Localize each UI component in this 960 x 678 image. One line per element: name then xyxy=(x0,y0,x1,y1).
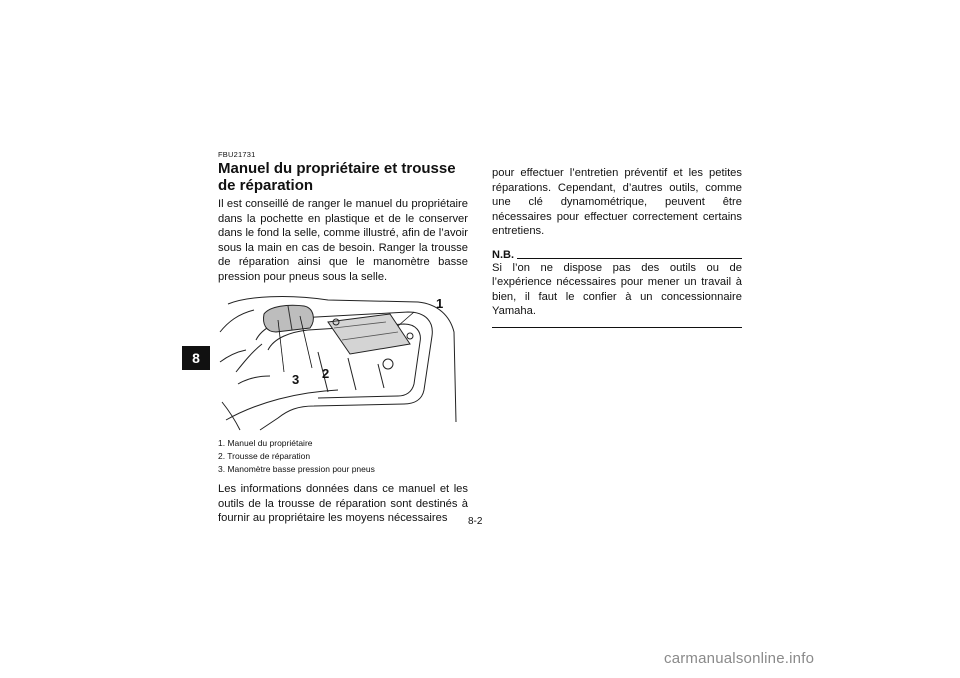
note-end-rule xyxy=(492,327,742,328)
section-heading: Manuel du propriétaire et trousse de réparation xyxy=(218,160,456,194)
tools-paragraph: Les informations données dans ce manuel et les outils de la trousse de réparation sont destinés à fournir au propriétaire les moyens nécessaires xyxy=(218,483,468,524)
callout-3: 3 xyxy=(292,372,300,387)
intro-paragraph: Il est conseillé de ranger le manuel du propriétaire dans la pochette en plastique et de le conserver dans le fond la selle, comme illustré, afin de l’avoir sous la main en cas de besoin. Ranger la trousse de réparation ainsi que le manomètre basse pression pour pneus sous la selle. xyxy=(218,198,468,283)
note-header xyxy=(492,249,742,261)
seat-storage-illustration xyxy=(218,292,464,432)
chapter-tab: 8 xyxy=(182,346,210,370)
caption-2: 2. Trousse de réparation xyxy=(218,451,311,461)
continued-paragraph: pour effectuer l’entretien préventif et les petites réparations. Cependant, d’autres outils, comme une clé dynamométrique, peuvent être nécessaires pour effectuer correctement certains entretiens. xyxy=(492,167,742,237)
callout-2: 2 xyxy=(322,366,330,381)
callout-1: 1 xyxy=(436,296,444,311)
watermark: carmanualsonline.info xyxy=(664,650,815,667)
left-column xyxy=(218,150,468,526)
page-number: 8-2 xyxy=(468,516,483,527)
note-rule xyxy=(517,258,742,259)
note-label: N.B. xyxy=(492,248,514,261)
figure-captions xyxy=(218,437,468,476)
right-column xyxy=(492,166,742,328)
section-code: FBU21731 xyxy=(218,150,256,159)
caption-3: 3. Manomètre basse pression pour pneus xyxy=(218,464,375,474)
caption-1: 1. Manuel du propriétaire xyxy=(218,438,313,448)
seat-storage-figure xyxy=(218,292,464,432)
note-text: Si l’on ne dispose pas des outils ou de l’expérience nécessaires pour mener un travail à bien, il faut le confier à un concessionnaire Yamaha. xyxy=(492,261,742,317)
